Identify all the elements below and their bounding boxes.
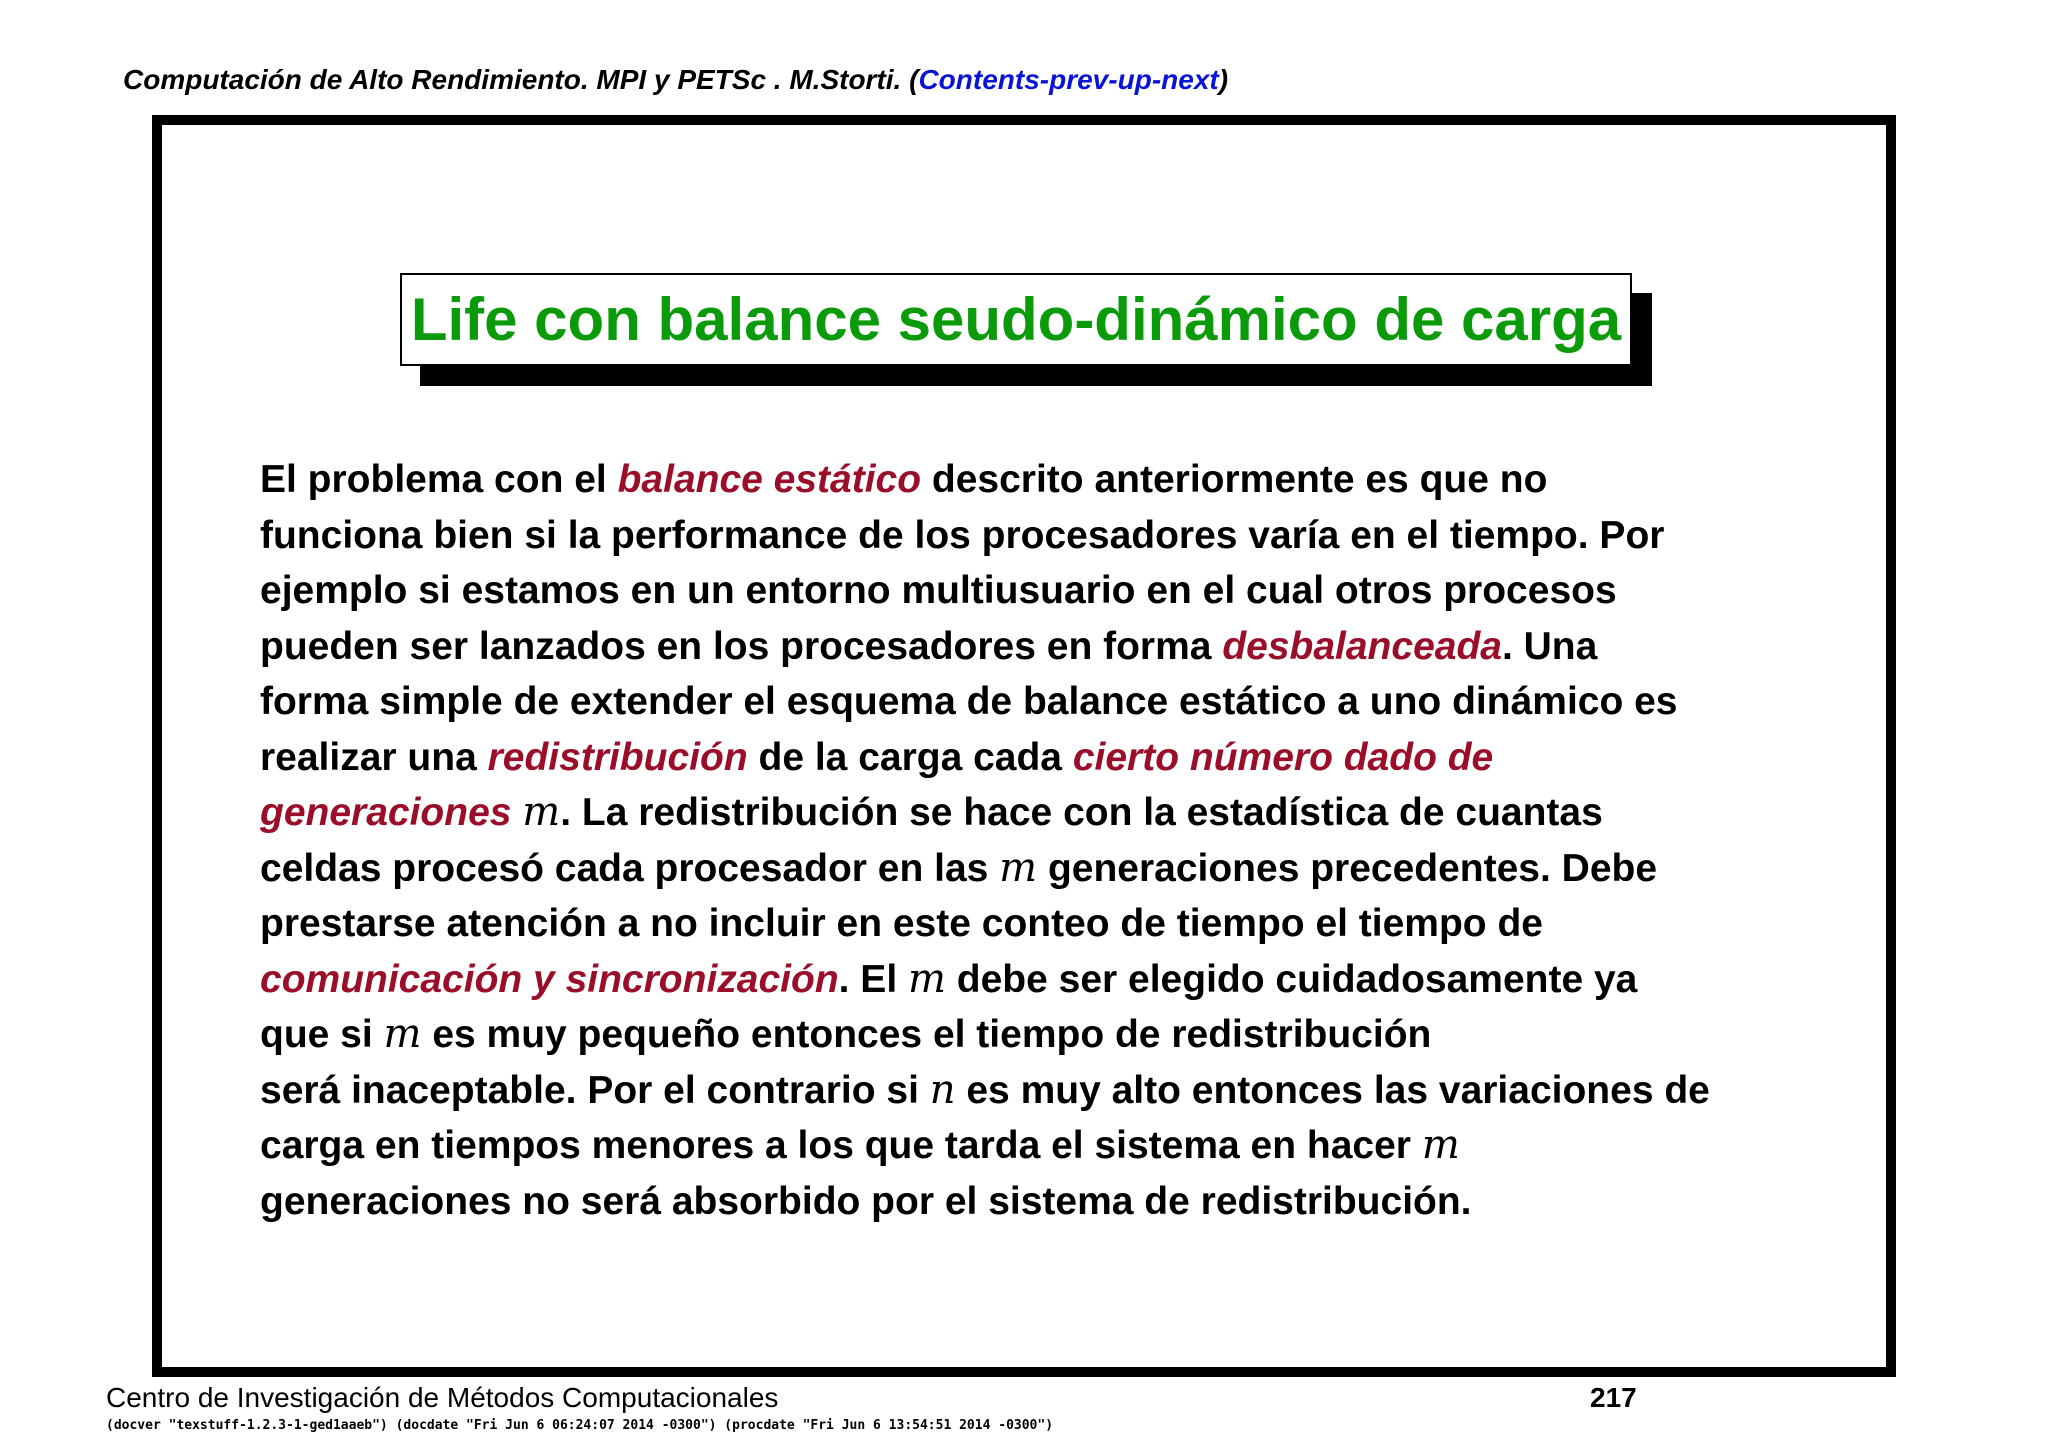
emphasis-term: generaciones — [260, 791, 512, 834]
next-link[interactable]: next — [1161, 64, 1219, 95]
text-run: pueden ser lanzados en los procesadores en forma — [260, 624, 1223, 668]
body-line — [260, 841, 1820, 897]
text-run: carga en tiempos menores a los que tarda el sistema en hacer — [260, 1124, 1422, 1167]
text-run: debe ser elegido cuidadosamente ya — [945, 957, 1638, 1001]
body-line: funciona bien si la performance de los procesadores varía en el tiempo. Por — [260, 513, 1665, 557]
text-run: es muy alto entonces las variaciones de — [955, 1068, 1710, 1112]
emphasis-term: balance estático — [617, 458, 922, 501]
text-run: es muy pequeño entonces el tiempo de redistribución — [421, 1013, 1432, 1056]
body-line: forma simple de extender el esquema de balance estático a uno dinámico es — [260, 680, 1678, 723]
body-line — [260, 1118, 1820, 1174]
text-run: generaciones precedentes. Debe — [1037, 846, 1658, 890]
nav-separator: - — [1108, 64, 1118, 95]
body-line — [260, 619, 1820, 675]
emphasis-term: desbalanceada — [1222, 624, 1502, 668]
text-run: descrito anteriormente es que no — [921, 458, 1548, 501]
nav-separator: - — [1151, 64, 1162, 95]
emphasis-term: redistribución — [487, 735, 748, 779]
body-line — [260, 785, 1820, 841]
body-line — [260, 1007, 1820, 1063]
text-run: . La redistribución se hace con la estadística de cuantas — [560, 791, 1603, 834]
text-run: . El — [838, 957, 908, 1001]
math-variable: m — [383, 1011, 422, 1057]
math-variable: m — [908, 955, 946, 1002]
math-variable: m — [522, 789, 561, 835]
prev-link[interactable]: prev — [1049, 64, 1109, 95]
page-number: 217 — [1590, 1382, 1637, 1413]
emphasis-term: cierto número dado de — [1072, 735, 1494, 779]
body-line: ejemplo si estamos en un entorno multiusuario en el cual otros procesos — [260, 569, 1617, 612]
page-header — [123, 64, 1228, 96]
body-line — [260, 730, 1820, 786]
math-variable: n — [929, 1066, 956, 1113]
body-line — [260, 1063, 1820, 1119]
body-line — [260, 952, 1820, 1008]
body-paragraph — [260, 452, 1820, 1229]
body-line: generaciones no será absorbido por el sistema de redistribución. — [260, 1179, 1472, 1223]
body-line: prestarse atención a no incluir en este conteo de tiempo el tiempo de — [260, 902, 1543, 945]
up-link[interactable]: up — [1117, 64, 1152, 95]
nav-separator: - — [1039, 64, 1050, 95]
emphasis-term: comunicación y sincronización — [260, 957, 839, 1001]
body-line — [260, 452, 1820, 508]
text-run: será inaceptable. Por el contrario si — [260, 1068, 930, 1112]
header-title: Computación de Alto Rendimiento. MPI y PETSc . M.Storti. ( — [123, 64, 919, 95]
text-run: . Una — [1501, 624, 1598, 668]
footer-institution: Centro de Investigación de Métodos Computacionales — [106, 1382, 779, 1413]
text-run: celdas procesó cada procesador en las — [260, 846, 1000, 890]
text-run: de la carga cada — [747, 735, 1073, 779]
math-variable: m — [1421, 1122, 1460, 1168]
slide-title-box — [400, 273, 1632, 366]
contents-link[interactable]: Contents — [918, 64, 1040, 95]
footer-doc-metadata: (docver "texstuff-1.2.3-1-ged1aaeb") (docdate "Fri Jun 6 06:24:07 2014 -0300") (procdate "Fri Jun 6 13:54:51 2014 -0300") — [106, 1418, 1054, 1433]
text-run: realizar una — [260, 735, 488, 779]
header-close-paren: ) — [1218, 64, 1229, 95]
text-run — [511, 791, 522, 834]
text-run: El problema con el — [260, 458, 618, 501]
math-variable: m — [999, 844, 1038, 891]
slide-title: Life con balance seudo-dinámico de carga — [410, 286, 1622, 353]
text-run: que si — [260, 1013, 384, 1056]
title-box — [400, 273, 1632, 366]
